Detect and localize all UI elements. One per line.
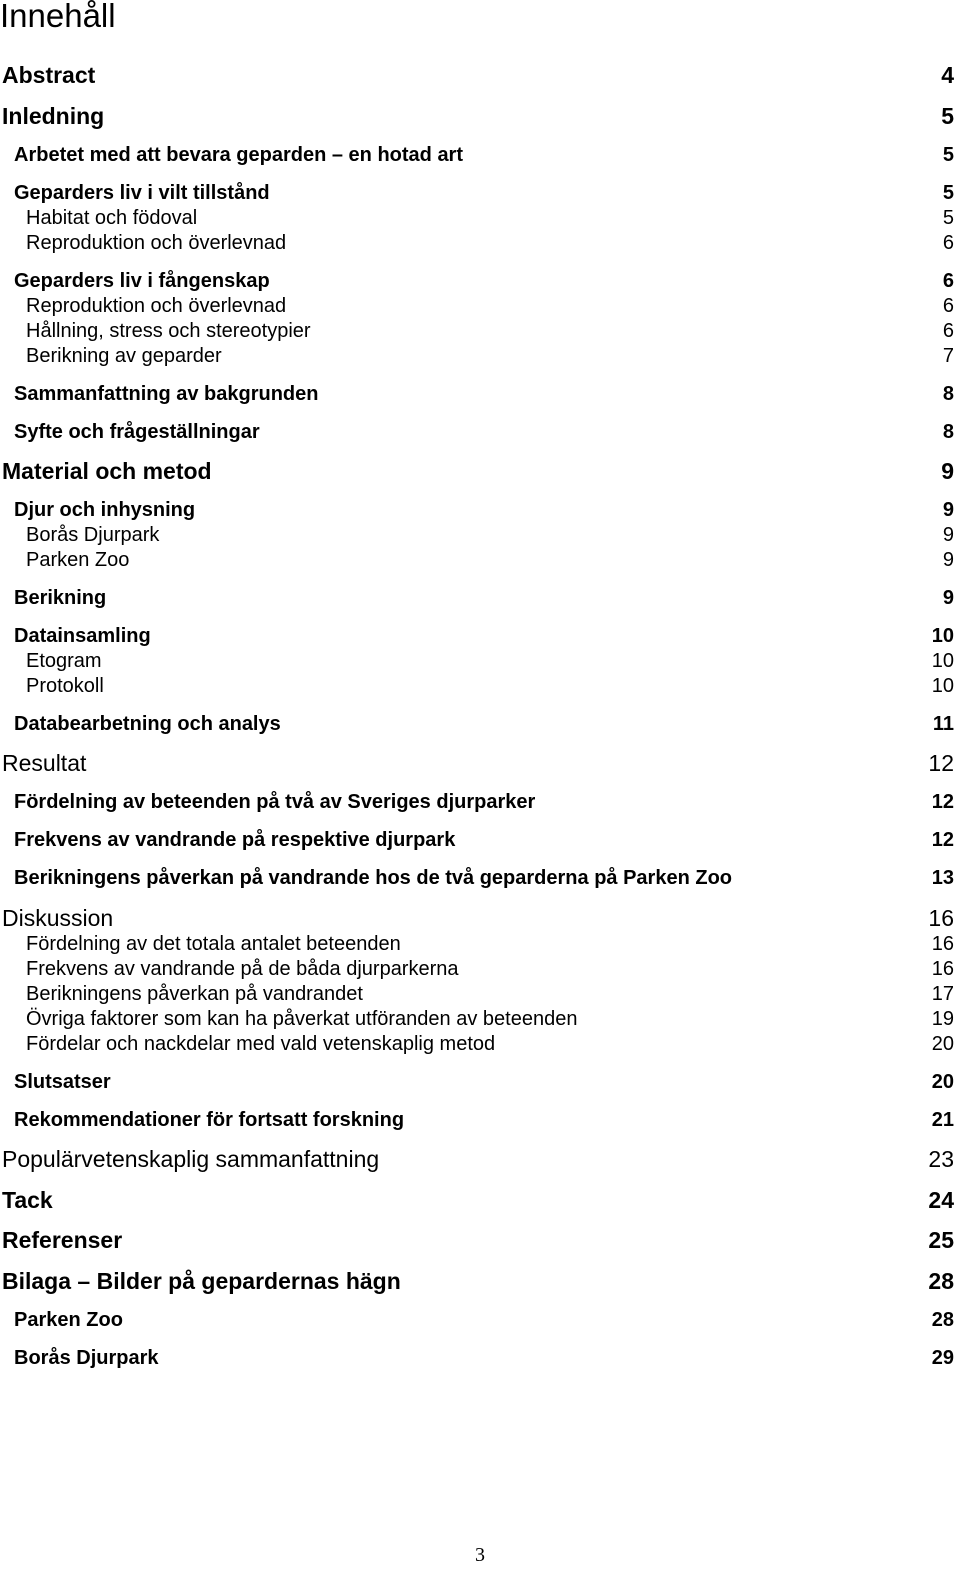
toc-entry-page: 17 <box>931 983 954 1005</box>
toc-entry-page: 5 <box>942 144 954 166</box>
toc-entry-label: Etogram <box>26 650 102 672</box>
toc-entry-page: 11 <box>932 713 954 735</box>
toc-entry-page: 24 <box>928 1187 954 1213</box>
toc-entry-page: 16 <box>931 958 954 980</box>
page-number: 3 <box>475 1544 485 1566</box>
toc-entry-label: Datainsamling <box>14 625 151 647</box>
toc-entry-frekvens-bada[interactable] <box>0 956 954 982</box>
toc-entry-rekommendationer[interactable] <box>0 1107 954 1133</box>
toc-entry-label: Reproduktion och överlevnad <box>26 295 287 317</box>
toc-entry-label: Berikning av geparder <box>26 345 222 367</box>
toc-entry-page: 5 <box>942 207 954 229</box>
toc-entry-parken-zoo[interactable] <box>0 547 954 573</box>
toc-entry-page: 9 <box>942 499 954 521</box>
toc-entry-page: 12 <box>928 750 954 776</box>
toc-entry-berikningens-paverkan-diskussion[interactable] <box>0 981 954 1007</box>
toc-entry-page: 7 <box>942 345 954 367</box>
toc-entry-label: Berikningens påverkan på vandrandet <box>26 983 363 1005</box>
toc-entry-label: Borås Djurpark <box>26 524 160 546</box>
toc-entry-label: Borås Djurpark <box>14 1347 159 1369</box>
toc-entry-label: Djur och inhysning <box>14 499 196 521</box>
toc-entry-label: Resultat <box>2 750 87 776</box>
toc-entry-diskussion[interactable] <box>0 903 954 933</box>
toc-entry-hallning[interactable] <box>0 318 954 344</box>
toc-entry-label: Berikning <box>14 587 107 609</box>
toc-entry-page: 16 <box>931 933 954 955</box>
toc-entry-page: 10 <box>931 650 954 672</box>
toc-entry-page: 5 <box>941 103 954 129</box>
toc-entry-label: Slutsatser <box>14 1071 111 1093</box>
toc-entry-label: Berikningens påverkan på vandrande hos de två geparderna på Parken Zoo <box>14 867 733 889</box>
toc-entry-page: 10 <box>931 675 954 697</box>
toc-entry-page: 28 <box>931 1309 954 1331</box>
toc-entry-frekvens-vandrande[interactable] <box>0 827 954 853</box>
toc-entry-label: Bilaga – Bilder på gepardernas hägn <box>2 1268 401 1294</box>
toc-entry-label: Reproduktion och överlevnad <box>26 232 287 254</box>
toc-entry-page: 21 <box>931 1109 954 1131</box>
toc-entry-fordelar-nackdelar[interactable] <box>0 1031 954 1057</box>
toc-entry-ovriga-faktorer[interactable] <box>0 1006 954 1032</box>
toc-entry-reproduktion-vilt[interactable] <box>0 230 954 256</box>
toc-entry-fangenskap[interactable] <box>0 268 954 294</box>
toc-entry-page: 9 <box>942 549 954 571</box>
toc-entry-page: 29 <box>931 1347 954 1369</box>
toc-entry-page: 25 <box>928 1227 954 1253</box>
toc-entry-sammanfattning-bakgrund[interactable] <box>0 381 954 407</box>
toc-entry-label: Tack <box>2 1187 53 1213</box>
toc-entry-protokoll[interactable] <box>0 673 954 699</box>
toc-entry-page: 12 <box>931 791 954 813</box>
toc-entry-label: Frekvens av vandrande på de båda djurparkerna <box>26 958 459 980</box>
toc-entry-vilt-tillstand[interactable] <box>0 180 954 206</box>
toc-entry-habitat[interactable] <box>0 205 954 231</box>
toc-entry-page: 6 <box>942 295 954 317</box>
toc-entry-label: Referenser <box>2 1227 123 1253</box>
toc-entry-label: Abstract <box>2 62 96 88</box>
toc-entry-page: 20 <box>931 1033 954 1055</box>
toc-entry-label: Hållning, stress och stereotypier <box>26 320 311 342</box>
toc-entry-page: 13 <box>931 867 954 889</box>
toc-entry-page: 9 <box>941 458 954 484</box>
toc-entry-label: Databearbetning och analys <box>14 713 281 735</box>
toc-entry-page: 9 <box>942 524 954 546</box>
toc-entry-boras-djurpark[interactable] <box>0 522 954 548</box>
toc-entry-slutsatser[interactable] <box>0 1069 954 1095</box>
toc-entry-label: Populärvetenskaplig sammanfattning <box>2 1146 380 1172</box>
toc-entry-arbetet[interactable] <box>0 142 954 168</box>
toc-entry-resultat[interactable] <box>0 748 954 778</box>
toc-entry-page: 23 <box>928 1146 954 1172</box>
toc-entry-databearbetning[interactable] <box>0 711 954 737</box>
toc-entry-page: 6 <box>942 320 954 342</box>
toc-entry-page: 10 <box>931 625 954 647</box>
toc-entry-label: Inledning <box>2 103 105 129</box>
toc-entry-tack[interactable] <box>0 1185 954 1215</box>
toc-entry-reproduktion-fangenskap[interactable] <box>0 293 954 319</box>
toc-entry-abstract[interactable] <box>0 60 954 90</box>
toc-entry-label: Habitat och födoval <box>26 207 198 229</box>
toc-entry-label: Geparders liv i fångenskap <box>14 270 270 292</box>
toc-entry-label: Protokoll <box>26 675 104 697</box>
toc-entry-page: 8 <box>942 421 954 443</box>
toc-entry-bilaga[interactable] <box>0 1266 954 1296</box>
toc-entry-referenser[interactable] <box>0 1225 954 1255</box>
toc-entry-datainsamling[interactable] <box>0 623 954 649</box>
toc-entry-label: Parken Zoo <box>26 549 130 571</box>
toc-entry-label: Arbetet med att bevara geparden – en hotad art <box>14 144 464 166</box>
toc-entry-label: Fördelning av det totala antalet beteenden <box>26 933 401 955</box>
toc-entry-label: Sammanfattning av bakgrunden <box>14 383 319 405</box>
toc-entry-page: 9 <box>942 587 954 609</box>
toc-entry-etogram[interactable] <box>0 648 954 674</box>
toc-entry-label: Övriga faktorer som kan ha påverkat utföranden av beteenden <box>26 1008 578 1030</box>
toc-entry-label: Syfte och frågeställningar <box>14 421 260 443</box>
toc-entry-berikningens-paverkan-resultat[interactable] <box>0 865 954 891</box>
toc-entry-page: 28 <box>928 1268 954 1294</box>
toc-entry-page: 20 <box>931 1071 954 1093</box>
toc-entry-label: Geparders liv i vilt tillstånd <box>14 182 270 204</box>
toc-entry-fordelning-beteenden[interactable] <box>0 789 954 815</box>
toc-entry-page: 6 <box>942 270 954 292</box>
toc-entry-page: 8 <box>942 383 954 405</box>
toc-entry-syfte[interactable] <box>0 419 954 445</box>
toc-entry-label: Material och metod <box>2 458 212 484</box>
toc-entry-label: Diskussion <box>2 905 114 931</box>
toc-entry-berikning[interactable] <box>0 585 954 611</box>
toc-entry-label: Fördelar och nackdelar med vald vetenskaplig metod <box>26 1033 496 1055</box>
toc-entry-fordelning-totala[interactable] <box>0 931 954 957</box>
toc-entry-label: Frekvens av vandrande på respektive djurpark <box>14 829 456 851</box>
toc-entry-djur-inhysning[interactable] <box>0 497 954 523</box>
toc-entry-bilaga-parken-zoo[interactable] <box>0 1307 954 1333</box>
toc-entry-inledning[interactable] <box>0 101 954 131</box>
toc-entry-page: 16 <box>928 905 954 931</box>
toc-entry-page: 5 <box>942 182 954 204</box>
toc-entry-page: 19 <box>931 1008 954 1030</box>
toc-entry-page: 12 <box>931 829 954 851</box>
toc-entry-material-metod[interactable] <box>0 456 954 486</box>
toc-entry-popularvetenskaplig[interactable] <box>0 1144 954 1174</box>
toc-heading: Innehåll <box>0 0 116 34</box>
toc-entry-page: 4 <box>941 62 954 88</box>
toc-entry-page: 6 <box>942 232 954 254</box>
toc-entry-label: Parken Zoo <box>14 1309 123 1331</box>
toc-entry-berikning-geparder[interactable] <box>0 343 954 369</box>
toc-entry-label: Fördelning av beteenden på två av Sveriges djurparker <box>14 791 536 813</box>
toc-entry-label: Rekommendationer för fortsatt forskning <box>14 1109 405 1131</box>
toc-entry-bilaga-boras-djurpark[interactable] <box>0 1345 954 1371</box>
